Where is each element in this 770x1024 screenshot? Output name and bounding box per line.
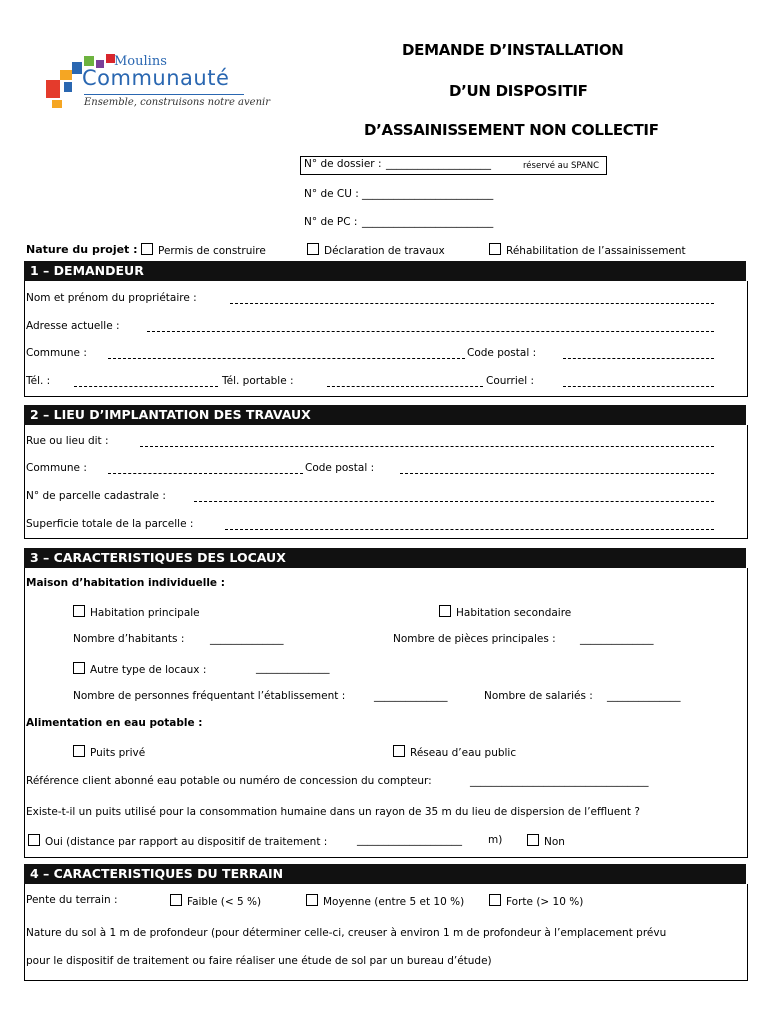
nature-option-rehabilitation[interactable]	[489, 243, 686, 257]
reference-field[interactable]: __________________________________	[470, 775, 649, 787]
well-yes-option[interactable]	[28, 834, 327, 848]
dossier-spanc-note: réservé au SPANC	[523, 161, 600, 171]
logo-line1: Moulins	[114, 54, 167, 69]
area-field[interactable]	[225, 529, 714, 530]
well-yes-checkbox[interactable]	[28, 834, 40, 846]
public-network-label: Réseau d’eau public	[410, 747, 517, 759]
soil-text-line2: pour le dispositif de traitement ou faire réaliser une étude de sol par un bureau d’étude)	[26, 955, 492, 967]
pc-label: N° de PC :	[304, 216, 358, 228]
site-postal-field[interactable]	[400, 473, 714, 474]
site-commune-field[interactable]	[108, 473, 303, 474]
postal-label: Code postal :	[467, 347, 537, 359]
slope-high-label: Forte (> 10 %)	[506, 896, 584, 908]
postal-field[interactable]	[563, 358, 714, 359]
second-home-checkbox[interactable]	[439, 605, 451, 617]
area-label: Superficie totale de la parcelle :	[26, 518, 194, 530]
slope-mid-option[interactable]	[306, 894, 464, 908]
well-question: Existe-t-il un puits utilisé pour la consommation humaine dans un rayon de 35 m du lieu de dispersion de l’effluent ?	[26, 806, 640, 818]
cu-label: N° de CU :	[304, 188, 359, 200]
reference-label: Référence client abonné eau potable ou numéro de concession du compteur:	[26, 775, 432, 787]
commune-field[interactable]	[108, 358, 465, 359]
nature-option-declaration[interactable]	[307, 243, 445, 257]
slope-mid-checkbox[interactable]	[306, 894, 318, 906]
main-home-option[interactable]	[73, 605, 200, 619]
second-home-label: Habitation secondaire	[456, 607, 572, 619]
private-well-option[interactable]	[73, 745, 145, 759]
slope-low-option[interactable]	[170, 894, 261, 908]
main-home-label: Habitation principale	[90, 607, 200, 619]
logo-line2: Communauté	[82, 66, 230, 90]
title-line1: DEMANDE D’INSTALLATION	[402, 41, 624, 59]
inhabitants-label: Nombre d’habitants :	[73, 633, 185, 645]
email-label: Courriel :	[486, 375, 535, 387]
well-no-checkbox[interactable]	[527, 834, 539, 846]
other-premises-checkbox[interactable]	[73, 662, 85, 674]
title-line2: D’UN DISPOSITIF	[449, 82, 588, 100]
owner-field[interactable]	[230, 303, 714, 304]
site-postal-label: Code postal :	[305, 462, 375, 474]
water-heading: Alimentation en eau potable :	[26, 717, 203, 729]
site-commune-label: Commune :	[26, 462, 87, 474]
well-yes-label: Oui (distance par rapport au dispositif de traitement :	[45, 836, 328, 848]
inhabitants-field[interactable]: ______________	[210, 633, 284, 645]
parcel-label: N° de parcelle cadastrale :	[26, 490, 166, 502]
private-well-label: Puits privé	[90, 747, 146, 759]
section2-title: 2 – LIEU D’IMPLANTATION DES TRAVAUX	[30, 407, 311, 422]
logo-tagline: Ensemble, construisons notre avenir	[84, 97, 270, 108]
employees-field[interactable]: ______________	[607, 690, 681, 702]
address-label: Adresse actuelle :	[26, 320, 120, 332]
other-premises-field[interactable]: ______________	[256, 662, 330, 674]
public-network-option[interactable]	[393, 745, 516, 759]
other-premises-label: Autre type de locaux :	[90, 664, 207, 676]
permis-label: Permis de construire	[158, 245, 266, 257]
cu-field[interactable]: _________________________	[362, 188, 494, 200]
slope-low-checkbox[interactable]	[170, 894, 182, 906]
well-distance-field[interactable]: ____________________	[357, 834, 462, 846]
rooms-field[interactable]: ______________	[580, 633, 654, 645]
well-no-option[interactable]	[527, 834, 565, 848]
street-label: Rue ou lieu dit :	[26, 435, 109, 447]
dossier-field[interactable]: ____________________	[386, 158, 491, 170]
rehabilitation-checkbox[interactable]	[489, 243, 501, 255]
house-heading: Maison d’habitation individuelle :	[26, 577, 225, 589]
second-home-option[interactable]	[439, 605, 571, 619]
section4-title: 4 – CARACTERISTIQUES DU TERRAIN	[30, 866, 284, 881]
rooms-label: Nombre de pièces principales :	[393, 633, 556, 645]
slope-mid-label: Moyenne (entre 5 et 10 %)	[323, 896, 465, 908]
email-field[interactable]	[563, 386, 714, 387]
private-well-checkbox[interactable]	[73, 745, 85, 757]
slope-label: Pente du terrain :	[26, 894, 118, 906]
slope-high-checkbox[interactable]	[489, 894, 501, 906]
slope-low-label: Faible (< 5 %)	[187, 896, 262, 908]
tel-label: Tél. :	[26, 375, 51, 387]
visitors-field[interactable]: ______________	[374, 690, 448, 702]
address-field[interactable]	[147, 331, 714, 332]
other-premises-option[interactable]	[73, 662, 206, 676]
public-network-checkbox[interactable]	[393, 745, 405, 757]
tel-field[interactable]	[74, 386, 218, 387]
mobile-field[interactable]	[327, 386, 483, 387]
well-no-label: Non	[544, 836, 565, 848]
street-field[interactable]	[140, 446, 714, 447]
visitors-label: Nombre de personnes fréquentant l’établissement :	[73, 690, 346, 702]
parcel-field[interactable]	[194, 501, 714, 502]
dossier-label: N° de dossier :	[304, 158, 382, 170]
declaration-checkbox[interactable]	[307, 243, 319, 255]
section1-title: 1 – DEMANDEUR	[30, 263, 144, 278]
rehabilitation-label: Réhabilitation de l’assainissement	[506, 245, 686, 257]
owner-label: Nom et prénom du propriétaire :	[26, 292, 197, 304]
nature-label: Nature du projet :	[26, 243, 138, 256]
well-distance-unit: m)	[488, 834, 503, 846]
nature-option-permis[interactable]	[141, 243, 266, 257]
main-home-checkbox[interactable]	[73, 605, 85, 617]
slope-high-option[interactable]	[489, 894, 583, 908]
section3-title: 3 – CARACTERISTIQUES DES LOCAUX	[30, 550, 286, 565]
mobile-label: Tél. portable :	[222, 375, 294, 387]
title-line3: D’ASSAINISSEMENT NON COLLECTIF	[364, 121, 659, 139]
pc-field[interactable]: _________________________	[362, 216, 494, 228]
moulins-communaute-logo	[44, 50, 270, 120]
permis-checkbox[interactable]	[141, 243, 153, 255]
declaration-label: Déclaration de travaux	[324, 245, 445, 257]
logo-underline	[84, 94, 244, 95]
soil-text-line1: Nature du sol à 1 m de profondeur (pour déterminer celle-ci, creuser à environ 1 m de profondeur à l’emplacement prévu	[26, 927, 667, 939]
employees-label: Nombre de salariés :	[484, 690, 593, 702]
commune-label: Commune :	[26, 347, 87, 359]
